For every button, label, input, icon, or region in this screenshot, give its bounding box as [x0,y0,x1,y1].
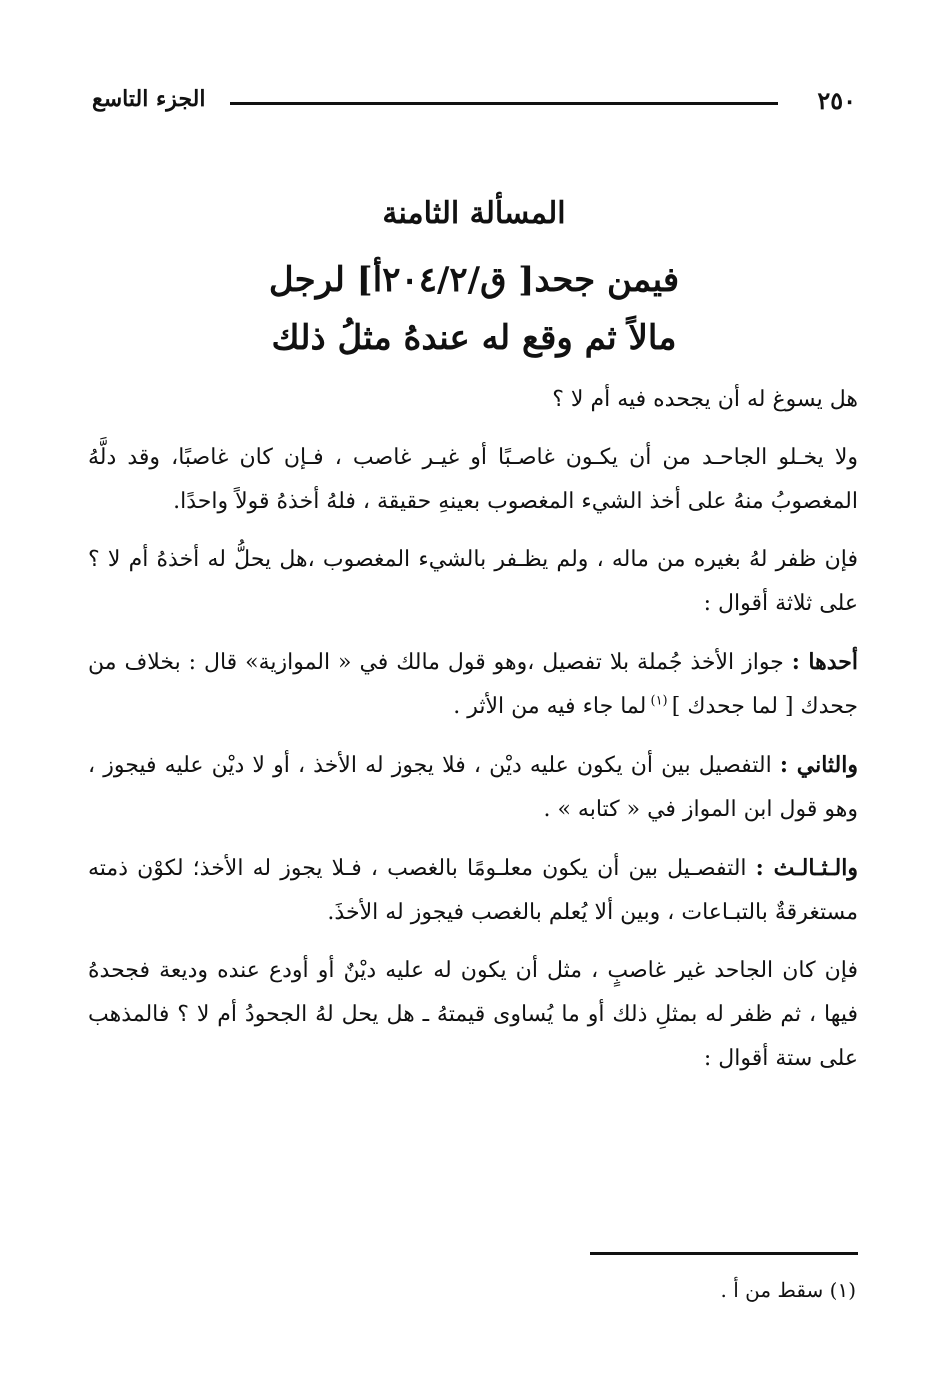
running-header [92,84,856,120]
chapter-title-line-1: فيمن جحد[ ق/٢٠٤/٢أ] لرجل [268,260,680,300]
third-opinion-text: التفصـيل بين أن يكون معلـومًا بالغصب ، فـلا يجوز له الأخذ؛ لكوْن ذمته مستغرقةٌ بالتبـاعات ، وبين ألا يُعلم بالغصب فيجوز له الأخذَ. [88,856,858,925]
paragraph-three-opinions: فإن ظفر لهُ بغيره من ماله ، ولم يظـفر بالشيء المغصوب ،هل يحلُّ له أخذهُ أم لا ؟ على ثلاثة أقوال : [88,547,858,616]
page-number: ٢٥٠ [817,86,856,115]
first-opinion-text: جواز الأخذ جُملة بلا تفصيل ،وهو قول مالك في « الموازية» قال : بخلاف من جحدك [ لما جحدك ] [88,650,858,719]
paragraph-usurper-case: ولا يخـلو الجاحـد من أن يكـون غاصـبًا أو غيـر غاصب ، فـإن كان غاصبًا، وقد دلَّهُ المغصوبُ منهُ على أخذ الشيء المغصوب بعينهِ حقيقة ، فلهُ أخذهُ قولاً واحدًا. [88,445,858,514]
issue-title: المسألة الثامنة [382,196,566,231]
first-opinion-label: أحدها : [791,649,858,675]
paragraph-non-usurper-case: فإن كان الجاحد غير غاصبٍ ، مثل أن يكون له عليه ديْنٌ أو أودع عنده وديعة فجحدهُ فيها ، ثم ظفر له بمثلِ ذلك أو ما يُساوى قيمتهُ ـ هل يحل لهُ الجحودُ أم لا ؟ فالمذهب على ستة أقوال : [88,958,858,1071]
paragraph-second-opinion [88,743,858,832]
second-opinion-text: التفصيل بين أن يكون عليه ديْن ، فلا يجوز له الأخذ ، أو لا ديْن عليه فيجوز ، وهو قول ابن المواز في « كتابه » . [88,753,858,822]
footnote: (١) سقط من أ . [720,1278,856,1302]
second-opinion-label: والثاني : [779,752,858,778]
header-rule [230,102,778,105]
footnote-reference[interactable]: (١) [646,693,672,709]
paragraph-first-opinion [88,640,858,729]
chapter-title-line-2: مالاً ثم وقع له عندهُ مثلُ ذلك [271,318,677,358]
footnote-rule [590,1252,858,1255]
running-title: الجزء التاسع [92,86,206,112]
paragraph-third-opinion [88,846,858,935]
first-opinion-text-end: لما جاء فيه من الأثر . [453,694,647,719]
main-text [88,378,858,1095]
paragraph-question: هل يسوغ له أن يجحده فيه أم لا ؟ [552,387,858,412]
third-opinion-label: والـثـالـث : [755,855,858,881]
